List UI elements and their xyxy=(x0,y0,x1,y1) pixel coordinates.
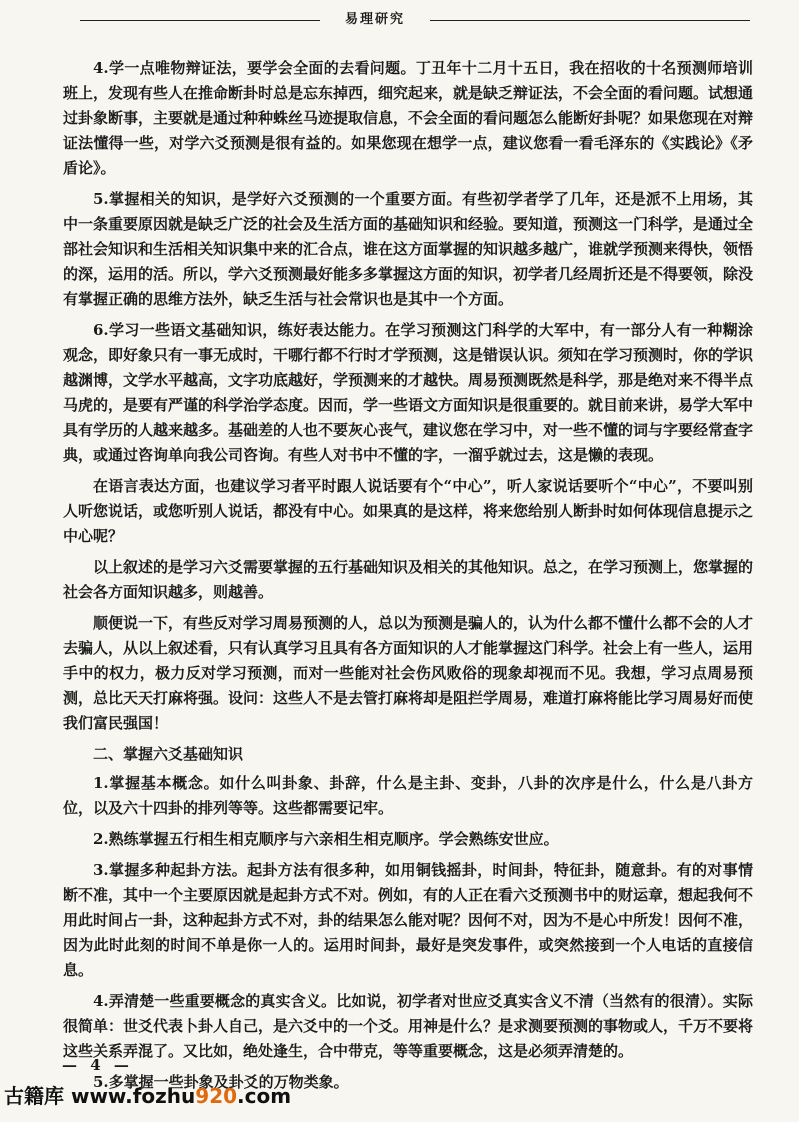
paragraph-expression: 在语言表达方面，也建议学习者平时跟人说话要有个“中心”，听人家说话要听个“中心”，不要叫别人听您说话，或您听别人说话，都没有中心。如果真的是这样，将来您给别人断卦时如何体现信息提示之中心呢？ xyxy=(63,477,754,545)
section-heading: 二、掌握六爻基础知识 xyxy=(93,745,244,763)
paragraph-aside: 顺便说一下，有些反对学习周易预测的人，总以为预测是骗人的，认为什么都不懂什么都不会的人才去骗人，从以上叙述看，只有认真学习且具有各方面知识的人才能掌握这门科学。社会上有一些人，运用手中的权力，极力反对学习预测，而对一些能对社会伤风败俗的现象却视而不见。我想，学习点周易预测，总比天天打麻将强。设问：这些人不是去管打麻将却是阻拦学周易，难道打麻将能比学习周易好而使我们富民强国！ xyxy=(63,614,754,732)
list-item: 1.掌握基本概念。如什么叫卦象、卦辞，什么是主卦、变卦，八卦的次序是什么，什么是八卦方位，以及六十四卦的排列等等。这些都需要记牢。 xyxy=(63,774,753,817)
paragraph-summary: 以上叙述的是学习六爻需要掌握的五行基础知识及相关的其他知识。总之，在学习预测上，您掌握的社会各方面知识越多，则越善。 xyxy=(63,558,754,601)
paragraph-related-knowledge: 5.掌握相关的知识，是学好六爻预测的一个重要方面。有些初学者学了几年，还是派不上用场，其中一条重要原因就是缺乏广泛的社会及生活方面的基础知识和经验。要知道，预测这一门科学，是通过全部社会知识和生活相关知识集中来的汇合点，谁在这方面掌握的知识越多越广，谁就学预测来得快，领悟的深，运用的活。所以，学六爻预测最好能多多掌握这方面的知识，初学者几经周折还是不得要领，除没有掌握正确的思维方法外，缺乏生活与社会常识也是其中一个方面。 xyxy=(63,190,754,308)
list-item: 2.熟练掌握五行相生相克顺序与六亲相生相克顺序。学会熟练安世应。 xyxy=(93,830,559,848)
list-item: 5.多掌握一些卦象及卦爻的万物类象。 xyxy=(93,1073,349,1091)
header-rule-left xyxy=(80,20,320,21)
watermark-suffix: .com xyxy=(237,1084,292,1108)
site-watermark xyxy=(4,1080,291,1109)
body-text xyxy=(63,56,753,1101)
paragraph-dialectics: 4.学一点唯物辩证法，要学会全面的去看问题。丁丑年十二月十五日，我在招收的十名预测师培训班上，发现有些人在推命断卦时总是忘东掉西，细究起来，就是缺乏辩证法，不会全面的看问题。试想通过卦象断事，主要就是通过种种蛛丝马迹提取信息，不会全面的看问题怎么能断好卦呢？如果您现在对辩证法懂得一些，对学六爻预测是很有益的。如果您现在想学一点，建议您看一看毛泽东的《实践论》《矛盾论》。 xyxy=(63,59,754,177)
running-header xyxy=(60,6,739,30)
list-item: 4.弄清楚一些重要概念的真实含义。比如说，初学者对世应爻真实含义不清（当然有的很清）。实际很简单：世爻代表卜卦人自己，是六爻中的一个爻。用神是什么？是求测要预测的事物或人，千万不要将这些关系弄混了。又比如，绝处逢生，合中带克，等等重要概念，这是必须弄清楚的。 xyxy=(63,992,754,1060)
header-title: 易理研究 xyxy=(344,12,405,27)
list-item: 3.掌握多种起卦方法。起卦方法有很多种，如用铜钱摇卦，时间卦，特征卦，随意卦。有的对事情断不准，其中一个主要原因就是起卦方式不对。例如，有的人正在看六爻预测书中的财运章，想起我何不用此时间占一卦，这种起卦方式不对，卦的结果怎么能对呢？因何不对，因为不是心中所发！因何不准，因为此时此刻的时间不单是你一人的。运用时间卦，最好是突发事件，或突然接到一个人电话的直接信息。 xyxy=(63,861,754,979)
header-rule-right xyxy=(430,20,750,21)
page-number: — 4 — xyxy=(62,1056,133,1074)
watermark-number: 920 xyxy=(195,1084,238,1108)
watermark-prefix: 古籍库 www.fozhu xyxy=(4,1084,196,1108)
paragraph-language-basics: 6.学习一些语文基础知识，练好表达能力。在学习预测这门科学的大军中，有一部分人有一种糊涂观念，即好象只有一事无成时，干哪行都不行时才学预测，这是错误认识。须知在学习预测时，你的学识越渊博，文学水平越高，文字功底越好，学预测来的才越快。周易预测既然是科学，那是绝对来不得半点马虎的，是要有严谨的科学治学态度。因而，学一些语文方面知识是很重要的。就目前来讲，易学大军中具有学历的人越来越多。基础差的人也不要灰心丧气，建议您在学习中，对一些不懂的词与字要经常查字典，或通过咨询单向我公司咨询。有些人对书中不懂的字，一溜乎就过去，这是懒的表现。 xyxy=(63,321,754,464)
